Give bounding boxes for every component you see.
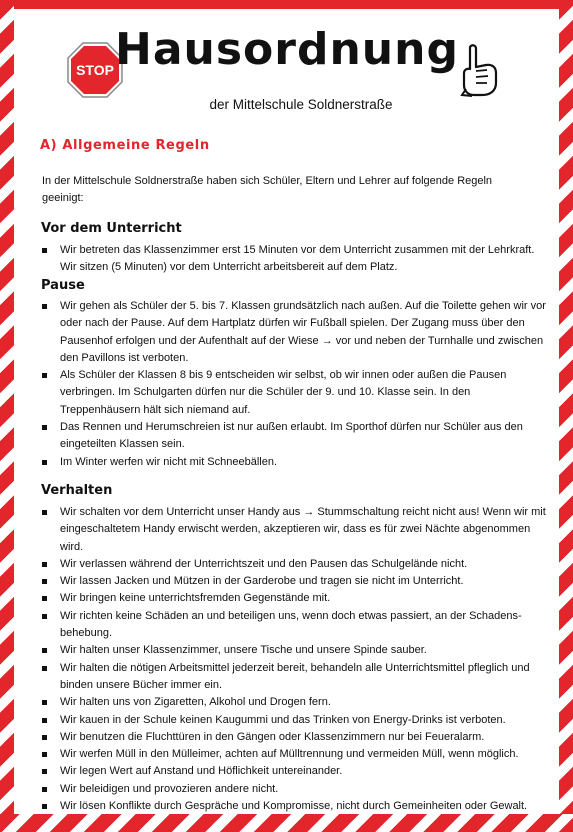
list-item: Wir schalten vor dem Unterricht unser Handy aus → Stummschaltung reicht nicht aus! Wenn wir mit eingeschaltetem Handy erwischt werden, akzeptieren wir, dass es für zwei Nächte abgenommen wird. [40,504,550,556]
border-left [0,0,14,832]
border-top [0,0,573,9]
list-item: Wir betreten das Klassenzimmer erst 15 Minuten vor dem Unterricht zusammen mit der Lehrkraft. Wir sitzen (5 Minuten) vor dem Unterricht arbeitsbereit auf dem Platz. [40,242,550,277]
list-item: Wir halten die nötigen Arbeitsmittel jederzeit bereit, behandeln alle Unterrichtsmittel pfleglich und binden unsere Bücher immer ein. [40,660,550,695]
list-item: Wir verlassen während der Unterrichtszeit und den Pausen das Schulgelände nicht. [40,556,550,573]
intro-text: In der Mittelschule Soldnerstraße haben sich Schüler, Eltern und Lehrer auf folgende Regeln geeinigt: [42,175,493,204]
list-item: Im Winter werfen wir nicht mit Schneebällen. [40,454,550,471]
list-item: Wir legen Wert auf Anstand und Höflichkeit untereinander. [40,763,550,780]
list-item: Wir halten unser Klassenzimmer, unsere Tische und unsere Spinde sauber. [40,642,550,659]
heading-verhalten: Verhalten [41,483,113,498]
document-page [16,9,557,814]
list-vor-dem-unterricht [40,242,550,277]
list-item: Wir halten uns von Zigaretten, Alkohol und Drogen fern. [40,694,550,711]
page-title: Hausordnung [115,24,459,75]
pointing-hand-icon [456,43,502,97]
list-item: Wir kauen in der Schule keinen Kaugummi und das Trinken von Energy-Drinks ist verboten. [40,712,550,729]
list-item: Wir lassen Jacken und Mützen in der Garderobe und tragen sie nicht im Unterricht. [40,573,550,590]
list-item: Das Rennen und Herumschreien ist nur außen erlaubt. Im Sporthof dürfen nur Schüler aus den eingeteilten Klassen sein. [40,419,550,454]
border-right [559,0,573,832]
section-a-title: A) Allgemeine Regeln [40,138,210,153]
list-pause [40,298,550,471]
list-item: Wir lösen Konflikte durch Gespräche und Kompromisse, nicht durch Gemeinheiten oder Gewalt. [40,798,550,815]
heading-vor-dem-unterricht: Vor dem Unterricht [41,221,182,236]
list-item: Wir richten keine Schäden an und beteiligen uns, wenn doch etwas passiert, an der Schadens-behebung. [40,608,550,643]
header [16,9,557,119]
border-bottom [0,814,573,832]
list-item: Als Schüler der Klassen 8 bis 9 entscheiden wir selbst, ob wir innen oder außen die Pausen verbringen. Im Schulgarten dürfen nur die Schüler der 9. und 10. Klasse sein. In den Treppenhäusern hält sich niemand auf. [40,367,550,419]
list-item: Wir gehen als Schüler der 5. bis 7. Klassen grundsätzlich nach außen. Auf die Toilette gehen wir vor oder nach der Pause. Auf dem Hartplatz dürfen wir Fußball spielen. Der Zugang muss über den Pausenhof erfolgen und der Aufenthalt auf der Wiese → vor und neben der Turnhalle und zwischen den Pavillons ist verboten. [40,298,550,367]
list-item: Wir benutzen die Fluchttüren in den Gängen oder Klassenzimmern nur bei Feueralarm. [40,729,550,746]
list-item: Wir werfen Müll in den Mülleimer, achten auf Mülltrennung und vermeiden Müll, wenn möglich. [40,746,550,763]
stop-sign-text: STOP [76,62,114,78]
list-item: Wir beleidigen und provozieren andere nicht. [40,781,550,798]
page-subtitle: der Mittelschule Soldnerstraße [209,97,393,112]
heading-pause: Pause [41,278,85,293]
list-verhalten [40,504,550,815]
list-item: Wir bringen keine unterrichtsfremden Gegenstände mit. [40,590,550,607]
